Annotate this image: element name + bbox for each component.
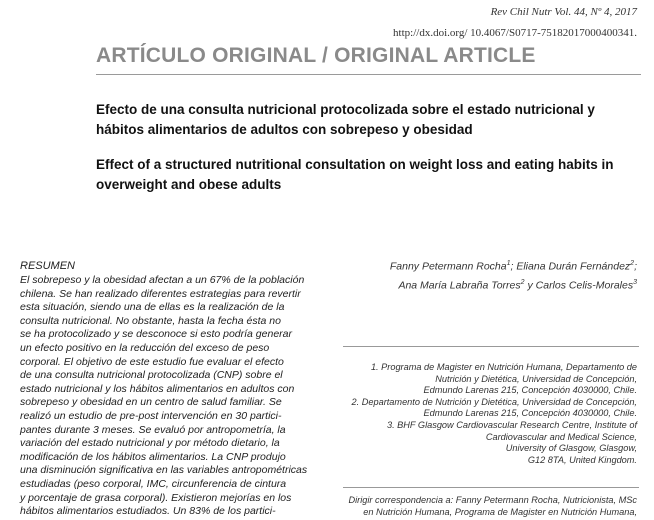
- affiliation-divider: [343, 346, 639, 347]
- author-list: [347, 256, 637, 293]
- abstract-line: estudiadas (peso corporal, IMC, circunferencia de cintura: [20, 477, 287, 490]
- abstract-line: corporal. El objetivo de este estudio fue evaluar el efecto: [20, 355, 284, 368]
- section-heading: ARTÍCULO ORIGINAL / ORIGINAL ARTICLE: [96, 44, 641, 75]
- affiliation-line: G12 8TA, United Kingdom.: [527, 454, 637, 465]
- author-line-2: [347, 275, 637, 294]
- abstract-line: realizó un estudio de pre-post intervención en 30 partici-: [20, 409, 282, 422]
- correspondence: [337, 494, 637, 518]
- author-conjunction: y: [527, 279, 533, 291]
- author-affiliation-mark: 3: [633, 278, 637, 286]
- abstract-label: RESUMEN: [20, 260, 76, 272]
- abstract-line: sobrepeso y obesidad en un centro de salud familiar. Se: [20, 396, 282, 409]
- article-title-english: Effect of a structured nutritional consultation on weight loss and eating habits in overweight and obese adults: [96, 157, 614, 192]
- journal-citation: Rev Chil Nutr Vol. 44, Nº 4, 2017: [490, 6, 637, 18]
- abstract-line: se ha protocolizado y se desconoce si esto podría generar: [20, 328, 293, 341]
- affiliation-line: University of Glasgow, Glasgow,: [505, 443, 637, 454]
- affiliation-line: Nutrición y Dietética, Universidad de Concepción,: [435, 373, 637, 384]
- abstract-line: consulta nutricional. No obstante, hasta la fecha ésta no: [20, 314, 281, 327]
- affiliations: [347, 362, 637, 466]
- abstract-line: hábitos alimentarios estudiados. Un 83% de los partici-: [20, 505, 276, 518]
- correspondence-line: Dirigir correspondencia a: Fanny Petermann Rocha, Nutricionista, MSc: [348, 495, 637, 505]
- abstract-line: pantes durante 3 meses. Se evaluó por antropometría, la: [20, 423, 286, 436]
- abstract-line: chilena. Se han realizado diferentes estrategias para revertir: [20, 287, 301, 300]
- author-separator: ;: [510, 260, 514, 273]
- abstract-line: estado nutricional y los hábitos alimentarios en adultos con: [20, 382, 295, 395]
- abstract-line: modificación de los hábitos alimentarios. La CNP produjo: [20, 450, 286, 463]
- abstract-line: esta situación, siendo una de ellas es la realización de la: [20, 301, 285, 314]
- author-line-1: [347, 256, 637, 275]
- author-name: Eliana Durán Fernández: [516, 260, 631, 273]
- affiliation-line: 1. Programa de Magister en Nutrición Humana, Departamento de: [370, 362, 637, 372]
- author-separator: ;: [634, 260, 637, 273]
- doi-link[interactable]: http://dx.doi.org/ 10.4067/S0717-75182017000400341.: [393, 27, 637, 39]
- correspondence-line: en Nutrición Humana, Programa de Magister en Nutrición Humana,: [363, 507, 637, 517]
- author-name: Carlos Celis-Morales: [535, 279, 634, 291]
- author-affiliation-mark: 2: [520, 278, 525, 286]
- affiliation-line: 2. Departamento de Nutrición y Dietética, Universidad de Concepción,: [351, 396, 637, 407]
- abstract-line: de una consulta nutricional protocolizada (CNP) sobre el: [20, 369, 283, 382]
- abstract-line: variación del estado nutricional y por método dietario, la: [20, 437, 280, 450]
- abstract-body: [20, 274, 326, 519]
- affiliation-line: 3. BHF Glasgow Cardiovascular Research Centre, Institute of: [386, 419, 637, 430]
- abstract-line: El sobrepeso y la obesidad afectan a un 67% de la población: [20, 274, 305, 286]
- affiliation-line: Edmundo Larenas 215, Concepción 4030000, Chile.: [423, 385, 637, 396]
- article-title-spanish: Efecto de una consulta nutricional protocolizada sobre el estado nutricional y hábitos alimentarios de adultos con sobrepeso y obesidad: [96, 102, 595, 137]
- affiliation-line: Edmundo Larenas 215, Concepción 4030000, Chile.: [423, 408, 637, 419]
- correspondence-divider: [343, 487, 639, 488]
- abstract-line: un efecto positivo en la reducción del exceso de peso: [20, 341, 270, 354]
- abstract-line: y porcentaje de grasa corporal). Existieron mejorías en los: [20, 491, 292, 504]
- author-affiliation-mark: 1: [506, 260, 511, 267]
- abstract-line: una disminución significativa en las variables antropométricas: [20, 464, 308, 477]
- affiliation-line: Cardiovascular and Medical Science,: [485, 431, 637, 442]
- author-name: Fanny Petermann Rocha: [389, 260, 507, 273]
- author-name: Ana María Labraña Torres: [398, 279, 521, 291]
- author-affiliation-mark: 2: [630, 260, 635, 267]
